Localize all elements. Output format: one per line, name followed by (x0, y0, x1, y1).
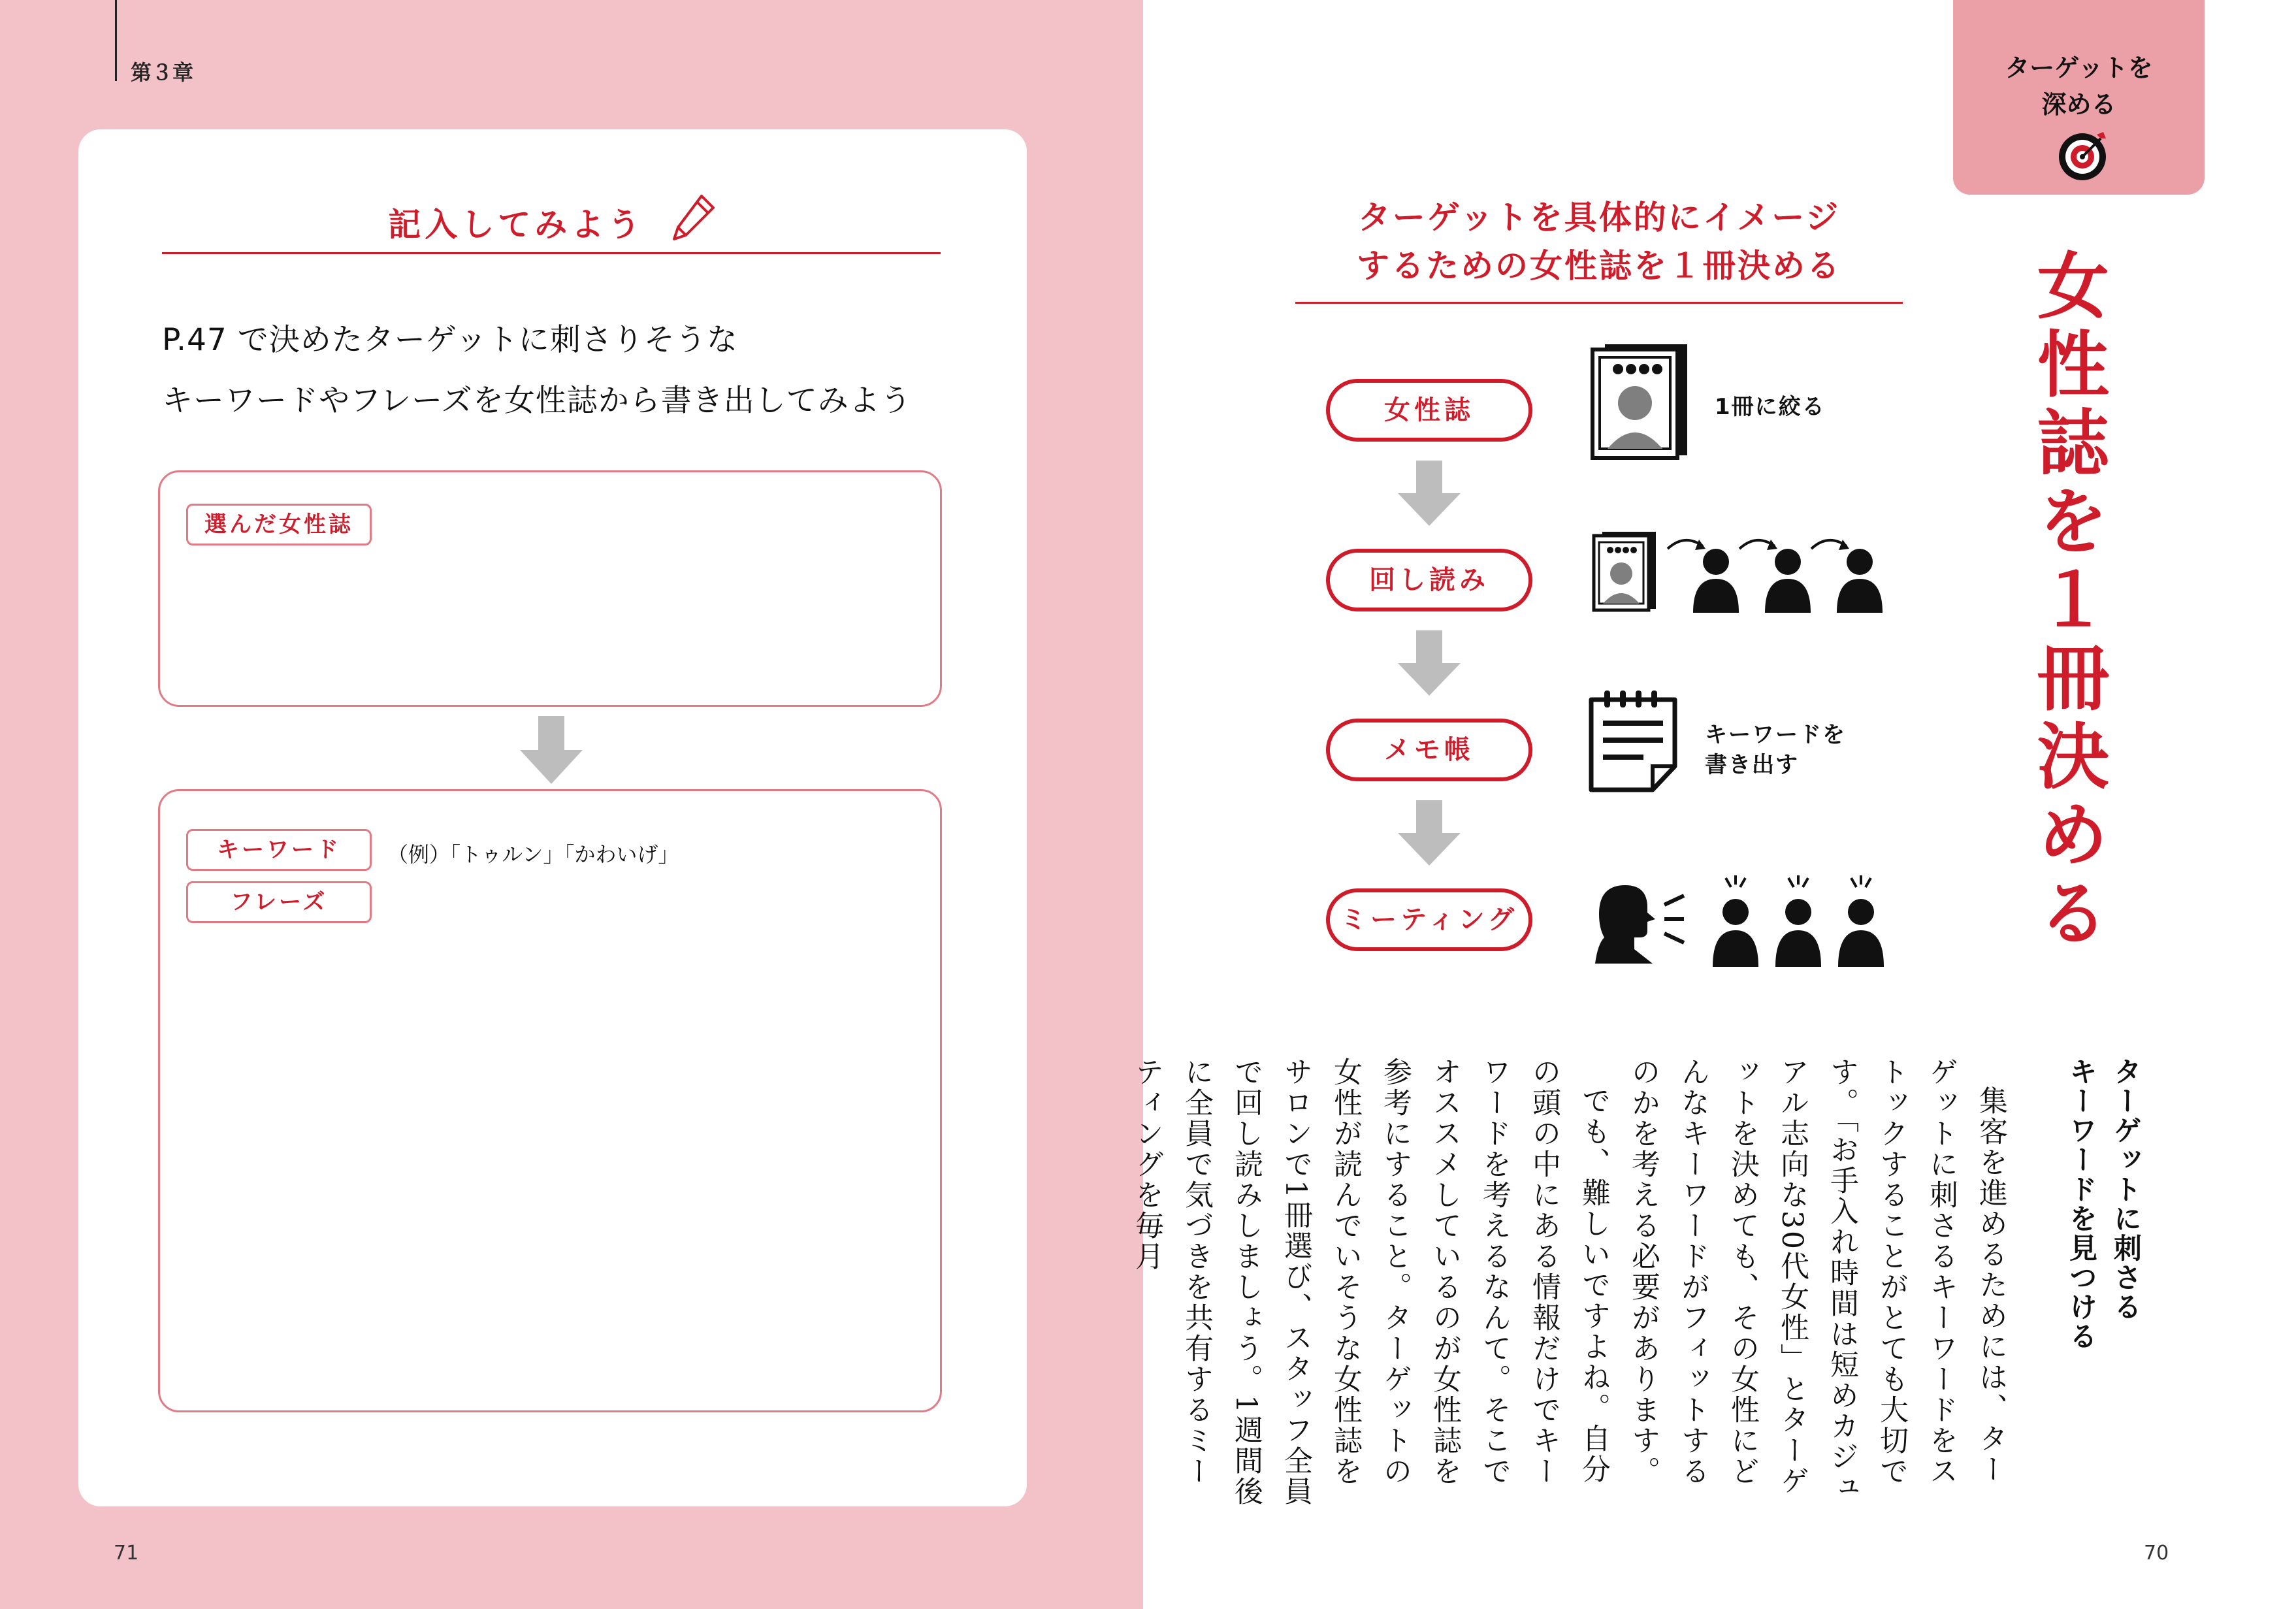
selected-magazine-tag: 選んだ女性誌 (186, 504, 372, 545)
keyword-example: （例）「トゥルン」「かわいげ」 (387, 842, 679, 867)
flow-step-share-reading: 回し読み (1326, 549, 1532, 611)
subtitle-line-2: するための女性誌を１冊決める (1357, 247, 1841, 285)
section-corner-tab (1953, 0, 2205, 195)
pencil-icon (669, 192, 717, 252)
section-heading (2056, 1057, 2148, 1351)
memo-pad-icon (1587, 689, 1679, 796)
phrase-tag: フレーズ (186, 881, 372, 923)
down-arrow-icon (1398, 800, 1461, 868)
corner-tab-text (1953, 50, 2205, 123)
down-arrow-icon (1398, 461, 1461, 528)
left-page (0, 0, 1143, 1609)
body-paragraph-1: 集客を進めるためには、ターゲットに刺さるキーワードをストックすることがとても大切です。「お手入れ時間は短めカジュアル志向な30代女性」とターゲットを決めても、その女性にどんなキーワードがフィットするのかを考える必要があります。 (1626, 1057, 2007, 1503)
chapter-label: 第３章 (131, 60, 194, 85)
page-number-left: 71 (114, 1542, 139, 1565)
subtitle-rule (1295, 302, 1903, 304)
person-icon (1693, 547, 1739, 615)
worksheet-card (78, 129, 1027, 1506)
down-arrow-icon (520, 716, 583, 787)
magazine-icon (1591, 343, 1689, 463)
person-icon (1837, 547, 1883, 615)
chapter-rule (115, 0, 117, 81)
person-icon (1775, 875, 1821, 969)
corner-tab-line-1: ターゲットを (2005, 54, 2153, 82)
card-title-rule (162, 252, 941, 254)
page-number-right: 70 (2144, 1542, 2169, 1565)
corner-tab-line-2: 深める (2041, 90, 2116, 119)
body-text (1130, 1057, 2015, 1514)
card-title-text: 記入してみよう (388, 206, 645, 244)
speaker-icon (1595, 879, 1693, 966)
section-heading-line-2: キーワードを見つける (2065, 1057, 2097, 1351)
keyword-input-box[interactable] (158, 789, 942, 1412)
diagram-subtitle (1295, 193, 1903, 290)
subtitle-line-1: ターゲットを具体的にイメージ (1357, 199, 1841, 236)
flow-step-meeting: ミーティング (1326, 888, 1532, 951)
section-heading-line-1: ターゲットに刺さる (2109, 1057, 2142, 1322)
flow-desc-1: 1冊に絞る (1715, 394, 1826, 420)
flow-desc-3-line-2: 書き出す (1705, 752, 1799, 778)
card-title (78, 192, 1027, 252)
down-arrow-icon (1398, 630, 1461, 698)
instruction-line-2: キーワードやフレーズを女性誌から書き出してみよう (162, 383, 912, 419)
instruction-line-1: P.47 で決めたターゲットに刺さりそうな (162, 322, 738, 358)
keyword-tag: キーワード (186, 829, 372, 871)
person-icon (1838, 875, 1884, 969)
page-title: 女性誌を１冊決める (2026, 248, 2109, 954)
magazine-icon (1592, 530, 1657, 615)
target-icon (2058, 129, 2110, 184)
flow-desc-3-line-1: キーワードを (1705, 722, 1846, 748)
flow-step-memo: メモ帳 (1326, 719, 1532, 781)
body-paragraph-2: でも、難しいですよね。自分の頭の中にある情報だけでキーワードを考えるなんて。そこでオススメしているのが女性誌を参考にすること。ターゲットの女性が読んでいそうな女性誌をサロンで1冊選び、スタッフ全員で回し読みしましょう。1週間後に全員で気づきを共有するミーティングを毎月 (1130, 1057, 1610, 1507)
flow-step-magazine: 女性誌 (1326, 379, 1532, 442)
person-icon (1713, 875, 1758, 969)
magazine-input-box[interactable] (158, 470, 942, 707)
person-icon (1765, 547, 1811, 615)
flow-desc-3 (1705, 720, 1846, 780)
